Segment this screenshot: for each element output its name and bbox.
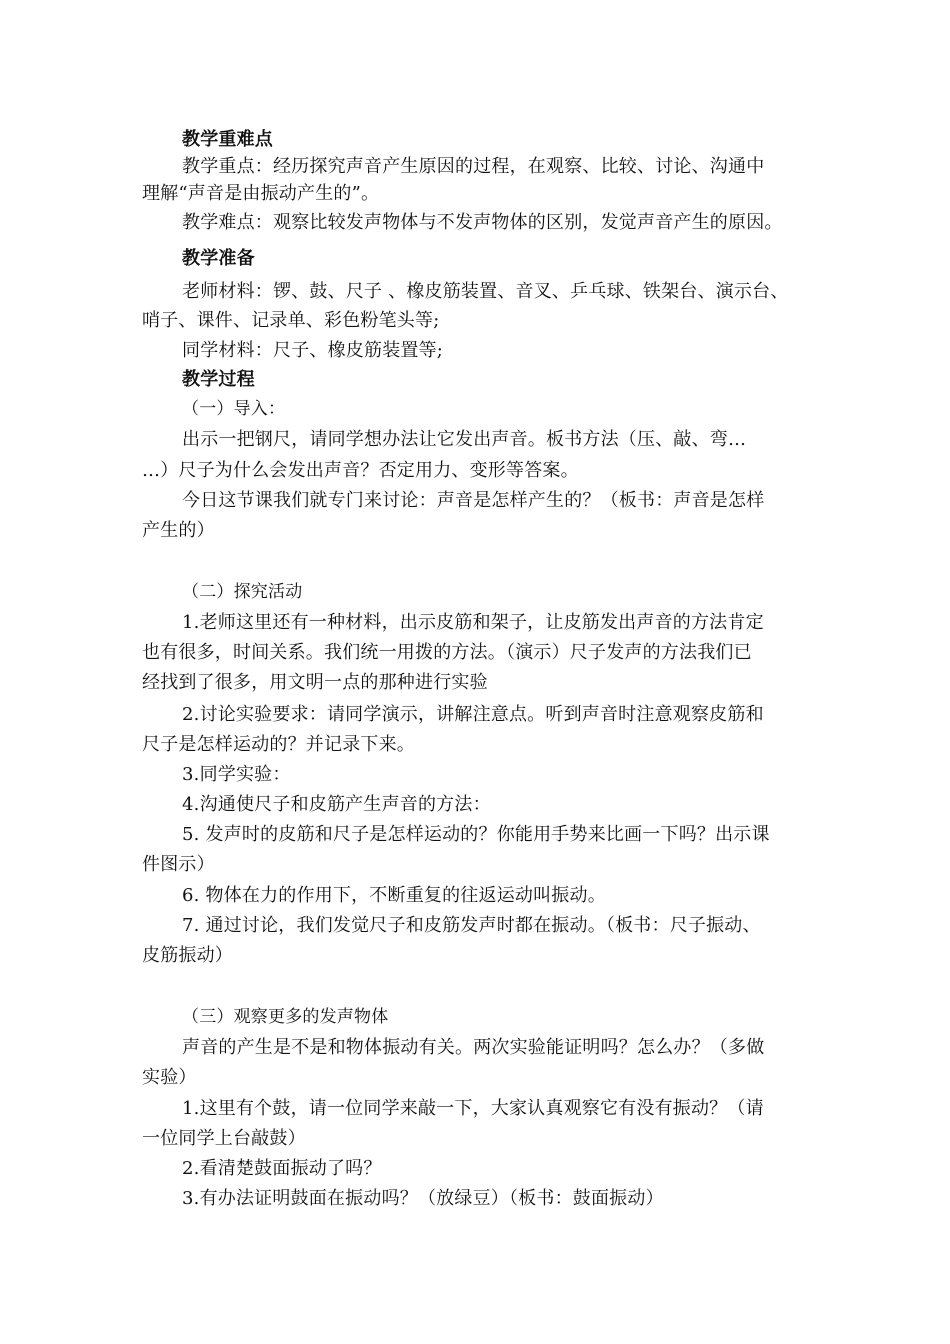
observe-p1-line-1: 声音的产生是不是和物体振动有关。两次实验能证明吗？怎么办？（多做: [182, 1037, 765, 1058]
explore-step2-line-1: 2.讨论实验要求：请同学演示，讲解注意点。听到声音时注意观察皮筋和: [182, 704, 764, 725]
subheading-observe: （三）观察更多的发声物体: [182, 1007, 389, 1027]
explore-step5-line-1: 5. 发声时的皮筋和尺子是怎样运动的？你能用手势来比画一下吗？出示课: [182, 824, 770, 845]
explore-step7-line-1: 7. 通过讨论，我们发觉尺子和皮筋发声时都在振动。（板书：尺子振动、: [182, 915, 761, 936]
explore-step4-line-1: 4.沟通使尺子和皮筋产生声音的方法：: [182, 794, 491, 815]
explore-step1-line-2: 也有很多，时间关系。我们统一用拨的方法。（演示）尺子发声的方法我们已: [142, 642, 752, 663]
student-materials-line-1: 同学材料：尺子、橡皮筋装置等;: [182, 340, 444, 361]
explore-step5-line-2: 件图示）: [142, 854, 215, 875]
explore-step1-line-1: 1.老师这里还有一种材料，出示皮筋和架子，让皮筋发出声音的方法肯定: [182, 612, 764, 633]
explore-step2-line-2: 尺子是怎样运动的？并记录下来。: [142, 734, 415, 755]
subheading-explore: （二）探究活动: [182, 582, 303, 602]
intro-p2-line-1: 今日这节课我们就专门来讨论：声音是怎样产生的？（板书：声音是怎样: [182, 490, 765, 511]
observe-step3-line-1: 3.有办法证明鼓面在振动吗？（放绿豆）（板书：鼓面振动）: [182, 1188, 664, 1209]
hard-point-line-1: 教学难点：观察比较发声物体与不发声物体的区别，发觉声音产生的原因。: [182, 212, 783, 233]
intro-p2-line-2: 产生的）: [142, 520, 215, 541]
heading-teaching-process: 教学过程: [182, 369, 255, 390]
explore-step7-line-2: 皮筋振动）: [142, 945, 233, 966]
teacher-materials-line-1: 老师材料：锣、鼓、尺子 、橡皮筋装置、音叉、乒乓球、铁架台、演示台、: [182, 281, 789, 302]
observe-p1-line-2: 实验）: [142, 1067, 197, 1088]
teacher-materials-line-2: 哨子、课件、记录单、彩色粉笔头等;: [142, 310, 440, 331]
key-point-line-1: 教学重点：经历探究声音产生原因的过程，在观察、比较、讨论、沟通中: [182, 156, 765, 177]
intro-p1-line-1: 出示一把钢尺，请同学想办法让它发出声音。板书方法（压、敲、弯…: [182, 429, 747, 450]
observe-step1-line-1: 1.这里有个鼓，请一位同学来敲一下，大家认真观察它有没有振动？（请: [182, 1098, 764, 1119]
subheading-intro: （一）导入：: [182, 399, 286, 419]
heading-teaching-difficulty: 教学重难点: [182, 129, 273, 150]
key-point-line-2: 理解“声音是由振动产生的”。: [142, 183, 380, 204]
explore-step3-line-1: 3.同学实验：: [182, 764, 291, 785]
observe-step2-line-1: 2.看清楚鼓面振动了吗？: [182, 1158, 382, 1179]
explore-step6-line-1: 6. 物体在力的作用下，不断重复的往返运动叫振动。: [182, 885, 606, 906]
explore-step1-line-3: 经找到了很多，用文明一点的那种进行实验: [142, 672, 488, 693]
intro-p1-line-2: …）尺子为什么会发出声音？否定用力、变形等答案。: [142, 460, 579, 481]
heading-teaching-prep: 教学准备: [182, 248, 255, 269]
observe-step1-line-2: 一位同学上台敲鼓）: [142, 1128, 306, 1149]
